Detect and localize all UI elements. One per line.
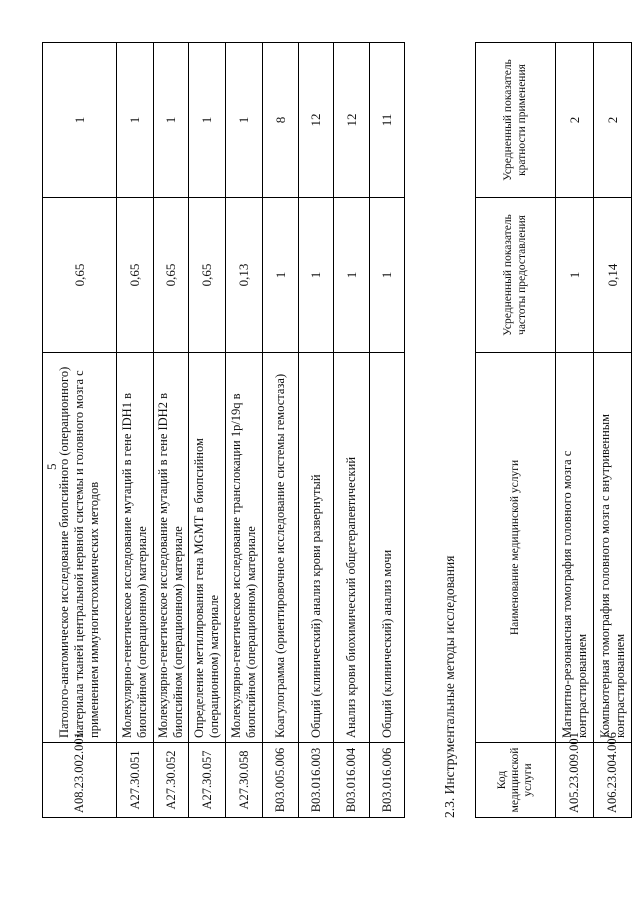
service-code: A27.30.057 — [189, 743, 226, 818]
header-multiplicity: Усредненный показатель кратности применения — [476, 43, 556, 198]
instrumental-methods-table — [475, 42, 632, 818]
table-row — [299, 43, 334, 818]
header-code: Код медицинской услуги — [476, 743, 556, 818]
multiplicity-value: 1 — [226, 43, 263, 198]
lab-tests-table — [42, 42, 405, 818]
table-row — [594, 43, 632, 818]
frequency-value: 0,65 — [154, 198, 189, 353]
table-row — [154, 43, 189, 818]
table-header-row — [476, 43, 556, 818]
service-code: B03.016.004 — [334, 743, 370, 818]
service-code: B03.016.006 — [370, 743, 405, 818]
frequency-value: 0,65 — [43, 198, 117, 353]
service-code: A08.23.002.001 — [43, 743, 117, 818]
page-number: 5 — [44, 463, 59, 470]
table-row — [556, 43, 594, 818]
service-name: Общий (клинический) анализ мочи — [370, 353, 405, 743]
multiplicity-value: 1 — [43, 43, 117, 198]
service-code: B03.005.006 — [263, 743, 299, 818]
table-row — [117, 43, 154, 818]
table-row — [370, 43, 405, 818]
multiplicity-value: 2 — [594, 43, 632, 198]
service-code: A05.23.009.001 — [556, 743, 594, 818]
frequency-value: 0,14 — [594, 198, 632, 353]
service-name: Коагулограмма (ориентировочное исследование системы гемостаза) — [263, 353, 299, 743]
frequency-value: 0,65 — [189, 198, 226, 353]
table-row — [263, 43, 299, 818]
multiplicity-value: 1 — [189, 43, 226, 198]
service-name: Анализ крови биохимический общетерапевтический — [334, 353, 370, 743]
service-name: Компьютерная томография головного мозга с внутривенным контрастированием — [594, 353, 632, 743]
frequency-value: 1 — [263, 198, 299, 353]
frequency-value: 1 — [299, 198, 334, 353]
frequency-value: 1 — [556, 198, 594, 353]
frequency-value: 0,65 — [117, 198, 154, 353]
multiplicity-value: 12 — [334, 43, 370, 198]
service-name: Патолого-анатомическое исследование биопсийного (операционного) материала тканей центральной нервной системы и головного мозга с применением иммуногистохимических методов — [43, 353, 117, 743]
multiplicity-value: 8 — [263, 43, 299, 198]
frequency-value: 1 — [334, 198, 370, 353]
service-name: Магнитно-резонансная томография головного мозга с контрастированием — [556, 353, 594, 743]
service-name: Общий (клинический) анализ крови развернутый — [299, 353, 334, 743]
multiplicity-value: 11 — [370, 43, 405, 198]
frequency-value: 1 — [370, 198, 405, 353]
service-code: A27.30.051 — [117, 743, 154, 818]
table-row — [226, 43, 263, 818]
service-name: Молекулярно-генетическое исследование мутаций в гене IDH1 в биопсийном (операционном) материале — [117, 353, 154, 743]
service-name: Молекулярно-генетическое исследование транслокации 1p/19q в биопсийном (операционном) материале — [226, 353, 263, 743]
service-code: A06.23.004.006 — [594, 743, 632, 818]
service-name: Молекулярно-генетическое исследование мутаций в гене IDH2 в биопсийном (операционном) материале — [154, 353, 189, 743]
table-row — [189, 43, 226, 818]
multiplicity-value: 1 — [154, 43, 189, 198]
multiplicity-value: 1 — [117, 43, 154, 198]
multiplicity-value: 12 — [299, 43, 334, 198]
section-heading: 2.3. Инструментальные методы исследования — [442, 555, 457, 818]
service-name: Определение метилирования гена MGMT в биопсийном (операционном) материале — [189, 353, 226, 743]
service-code: A27.30.058 — [226, 743, 263, 818]
frequency-value: 0,13 — [226, 198, 263, 353]
table-row — [334, 43, 370, 818]
table-row — [43, 43, 117, 818]
header-name: Наименование медицинской услуги — [476, 353, 556, 743]
service-code: A27.30.052 — [154, 743, 189, 818]
multiplicity-value: 2 — [556, 43, 594, 198]
header-frequency: Усредненный показатель частоты предоставления — [476, 198, 556, 353]
service-code: B03.016.003 — [299, 743, 334, 818]
